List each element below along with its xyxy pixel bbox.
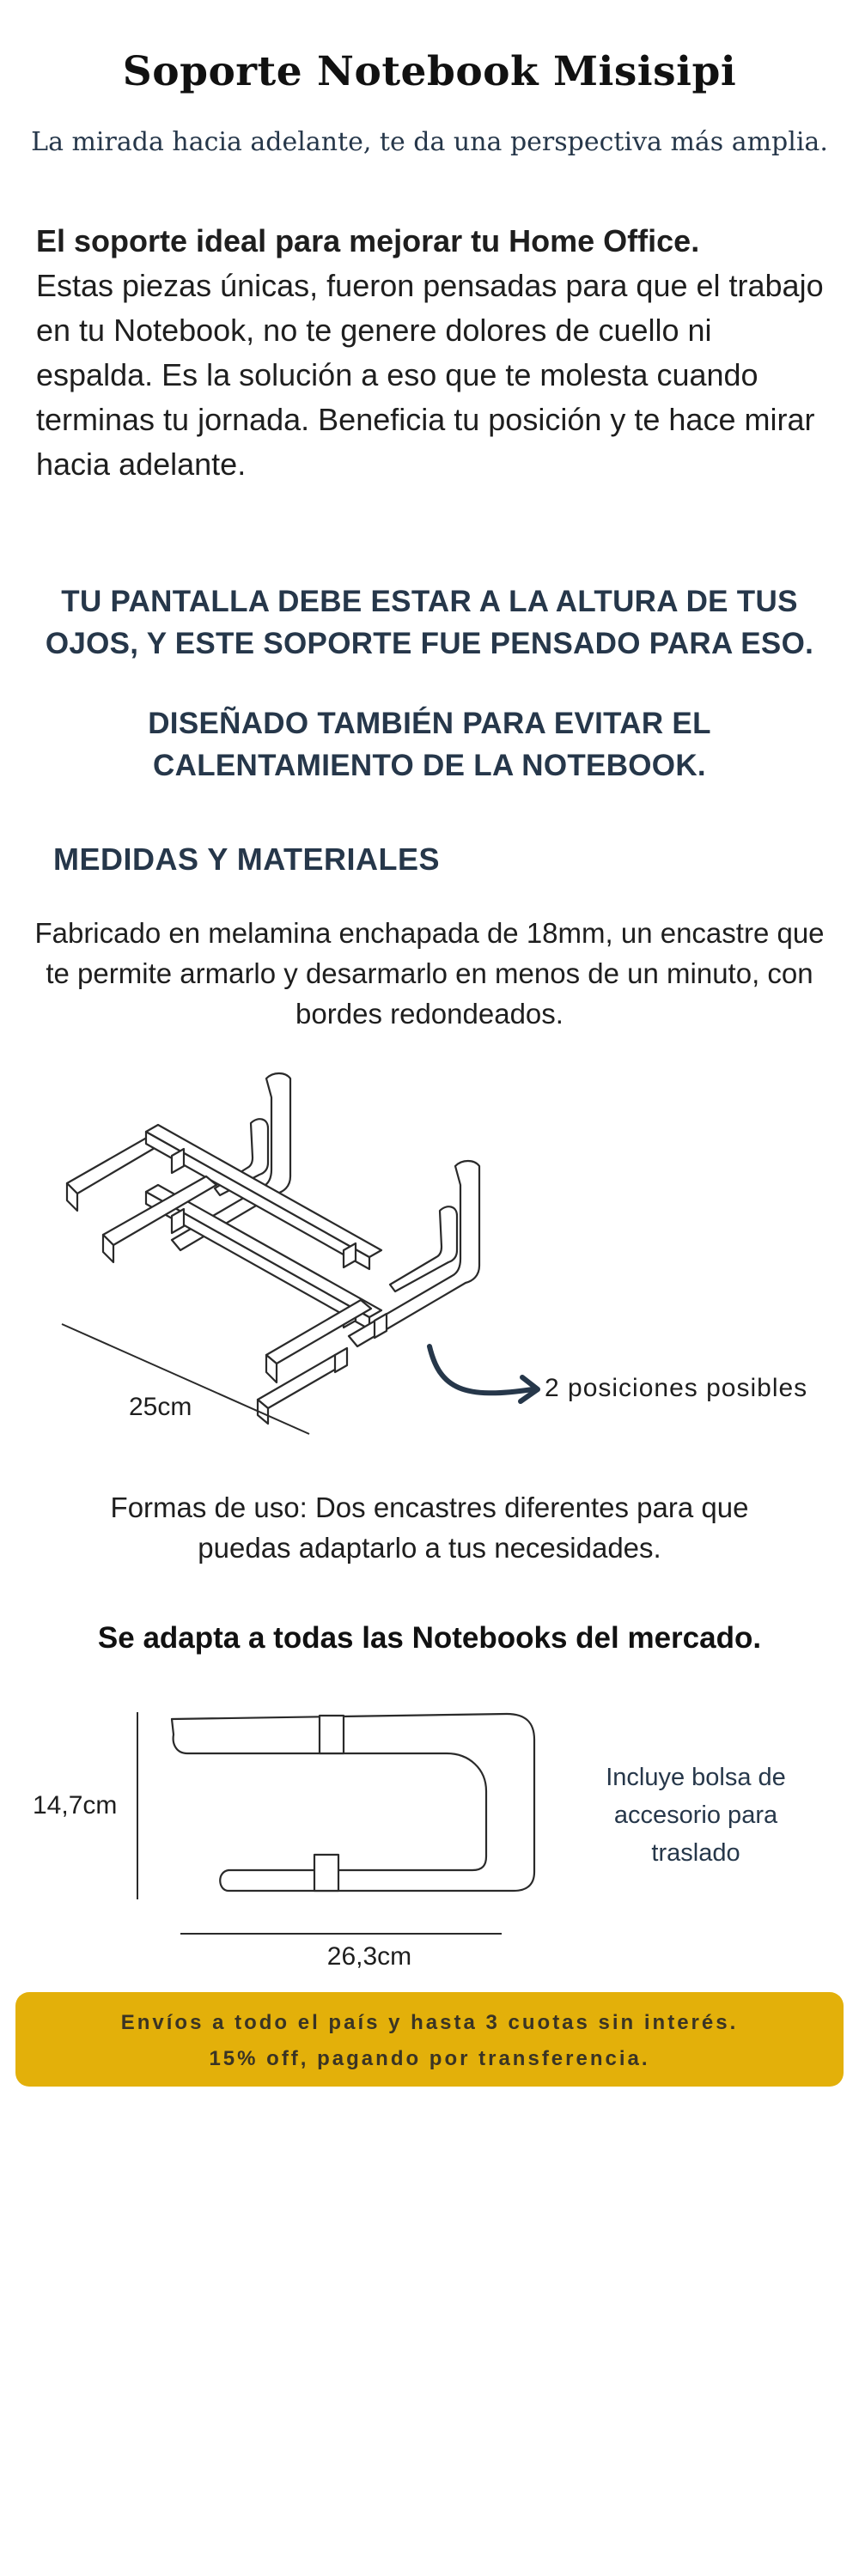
highlight-eye-level: TU PANTALLA DEBE ESTAR A LA ALTURA DE TUS OJOS, Y ESTE SOPORTE FUE PENSADO PARA ESO.: [45, 585, 814, 660]
stand-3d-illustration: [52, 1063, 584, 1441]
stand-profile-top-slot: [320, 1716, 344, 1753]
accessory-bag-note: Incluye bolsa de accesorio para traslado: [606, 1764, 786, 1867]
stand-profile-outline: [172, 1714, 534, 1891]
promo-shipping-text: Envíos a todo el país y hasta 3 cuotas sin interés.: [120, 2011, 739, 2034]
positions-label: 2 posiciones posibles: [545, 1374, 808, 1402]
promo-banner: [15, 1992, 844, 2087]
intro-heading: El soporte ideal para mejorar tu Home Office.: [36, 223, 700, 258]
page-subtitle: La mirada hacia adelante, te da una perspectiva más amplia.: [31, 127, 828, 157]
highlight-overheating: DISEÑADO TAMBIÉN PARA EVITAR EL CALENTAMIENTO DE LA NOTEBOOK.: [148, 707, 711, 782]
measures-description: Fabricado en melamina enchapada de 18mm, un encastre que te permite armarlo y desarmarlo en menos de un minuto, con bordes redondeados.: [34, 917, 825, 1030]
compatibility-heading: Se adapta a todas las Notebooks del mercado.: [97, 1621, 762, 1655]
curved-arrow-icon: [430, 1346, 533, 1393]
stand-profile-bottom-slot: [314, 1855, 338, 1891]
depth-dimension-label: 25cm: [129, 1393, 192, 1421]
promo-discount-text: 15% off, pagando por transferencia.: [209, 2047, 650, 2070]
intro-body: Estas piezas únicas, fueron pensadas para que el trabajo en tu Notebook, no te genere dolores de cuello ni espalda. Es la solución a eso que te molesta cuando terminas tu jornada. Beneficia tu posición y te hace mirar hacia adelante.: [36, 268, 824, 482]
width-dimension-label: 26,3cm: [326, 1942, 412, 1971]
height-dimension-label: 14,7cm: [33, 1791, 118, 1820]
measures-heading: MEDIDAS Y MATERIALES: [53, 841, 441, 877]
intro-block: [36, 219, 835, 487]
usage-text: Formas de uso: Dos encastres diferentes para que puedas adaptarlo a tus necesidades.: [110, 1492, 749, 1564]
page-title: Soporte Notebook Misisipi: [122, 48, 737, 95]
